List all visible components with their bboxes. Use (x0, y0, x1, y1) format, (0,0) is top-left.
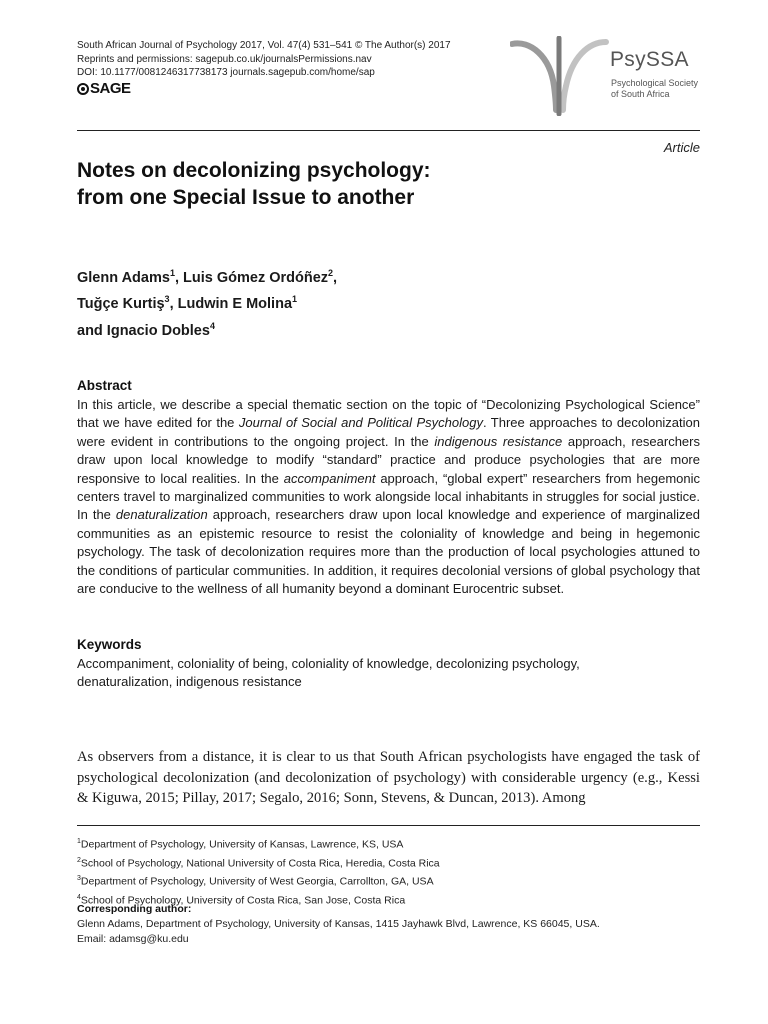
psyssa-logo (510, 36, 710, 116)
psi-symbol-icon (510, 36, 610, 116)
abstract-heading: Abstract (77, 378, 132, 393)
title-line-2: from one Special Issue to another (77, 186, 415, 209)
reprints-line: Reprints and permissions: sagepub.co.uk/journalsPermissions.nav (77, 53, 372, 65)
footnote-divider (77, 825, 700, 826)
abstract-italic: denaturalization (115, 507, 208, 523)
author-name: Ludwin E Molina (177, 296, 293, 313)
psyssa-name: PsySSA (610, 48, 689, 71)
abstract-italic: accompaniment (283, 470, 376, 486)
affiliation-text: School of Psychology, University of Costa Rica, San Jose, Costa Rica (80, 894, 406, 906)
title-line-1: Notes on decolonizing psychology: (77, 159, 431, 182)
psyssa-subtitle (611, 78, 698, 100)
author-affiliation-mark: 2 (328, 268, 334, 278)
author-affiliation-mark: 1 (292, 294, 298, 305)
journal-header (77, 39, 451, 80)
corresponding-author-details (77, 917, 600, 947)
affiliation-item (77, 871, 440, 890)
keywords-line-2: denaturalization, indigenous resistance (77, 674, 302, 690)
sage-logo-text: SAGE (90, 80, 131, 97)
abstract-segment: In this article, we describe a special thematic section on the topic of “Decolonizing Psychological Science” that we have edited for the (77, 397, 700, 431)
corresponding-author-heading: Corresponding author: (77, 903, 192, 915)
author-affiliation-mark: 1 (169, 268, 175, 278)
body-paragraph: As observers from a distance, it is clear to us that South African psychologists have engaged the task of psychological decolonization (and decolonization of psychology) with considerable urgency (e.g., Kessi & Kiguwa, 2015; Pillay, 2017; Segalo, 2016; Sonn, Stevens, & Duncan, 2013). Among (77, 749, 700, 807)
keywords-text (77, 655, 677, 692)
article-type-label: Article (663, 140, 700, 155)
abstract-segment: approach, researchers draw upon local knowledge to modify “standard” practice and produce psychologies that are more responsive to local realities. In the (77, 433, 700, 486)
corresponding-author-address: Glenn Adams, Department of Psychology, University of Kansas, 1415 Jayhawk Blvd, Lawrence, KS 66045, USA. (77, 918, 600, 930)
author-name: Tuğçe Kurtiş (77, 296, 165, 313)
author-name: Luis Gómez Ordóñez (183, 269, 329, 286)
author-name: and Ignacio Dobles (77, 322, 210, 339)
journal-citation: South African Journal of Psychology 2017, Vol. 47(4) 531–541 © The Author(s) 2017 (77, 40, 451, 51)
abstract-segment: approach, researchers draw upon local knowledge and experience of marginalized communities as an epistemic resource to resist the coloniality of knowledge and being in hegemonic psychology. The task of decolonization requires more than the production of local psychologies attuned to the conditions of particular communities. In addition, it requires decolonial versions of global psychology that are conducive to the wellness of all humanity beyond a dominant Eurocentric subset. (77, 507, 700, 597)
affiliation-text: Department of Psychology, University of Kansas, Lawrence, KS, USA (80, 838, 404, 851)
affiliation-list (77, 834, 440, 908)
corresponding-author-email[interactable]: Email: adamsg@ku.edu (77, 933, 189, 945)
author-separator: , (174, 269, 184, 286)
author-affiliation-mark: 4 (209, 320, 215, 331)
affiliation-item (77, 853, 440, 872)
affiliation-mark: 2 (77, 856, 81, 864)
author-name: Glenn Adams (77, 269, 170, 286)
abstract-segment: . Three approaches to decolonization were evident in contributions to the ongoing project. In the (77, 415, 700, 449)
abstract-italic: indigenous resistance (434, 433, 563, 449)
psyssa-subtitle-line2: of South Africa (611, 89, 670, 99)
author-list (77, 263, 637, 342)
author-separator: , (333, 269, 338, 286)
doi-line: DOI: 10.1177/0081246317738173 journals.sagepub.com/home/sap (77, 67, 375, 78)
affiliation-mark: 1 (77, 838, 81, 845)
article-title (77, 157, 677, 211)
affiliation-text: School of Psychology, National University of Costa Rica, Heredia, Costa Rica (80, 857, 440, 869)
affiliation-mark: 3 (77, 875, 81, 882)
abstract-italic: Journal of Social and Political Psychology (238, 415, 483, 431)
keywords-heading: Keywords (77, 637, 142, 652)
affiliation-mark: 4 (77, 893, 81, 901)
header-divider (77, 130, 700, 131)
sage-mark-icon (77, 83, 89, 95)
author-affiliation-mark: 3 (164, 294, 170, 305)
keywords-line-1: Accompaniment, coloniality of being, coloniality of knowledge, decolonizing psychology, (77, 656, 580, 671)
psyssa-subtitle-line1: Psychological Society (611, 78, 699, 88)
author-separator: , (169, 296, 178, 313)
affiliation-text: Department of Psychology, University of West Georgia, Carrollton, GA, USA (80, 875, 434, 888)
sage-logo (77, 80, 131, 97)
abstract-segment: approach, “global expert” researchers from hegemonic centers travel to marginalized communities to work alongside local inhabitants in struggles for social justice. In the (77, 470, 700, 523)
affiliation-item (77, 834, 440, 853)
abstract-text (77, 396, 700, 598)
